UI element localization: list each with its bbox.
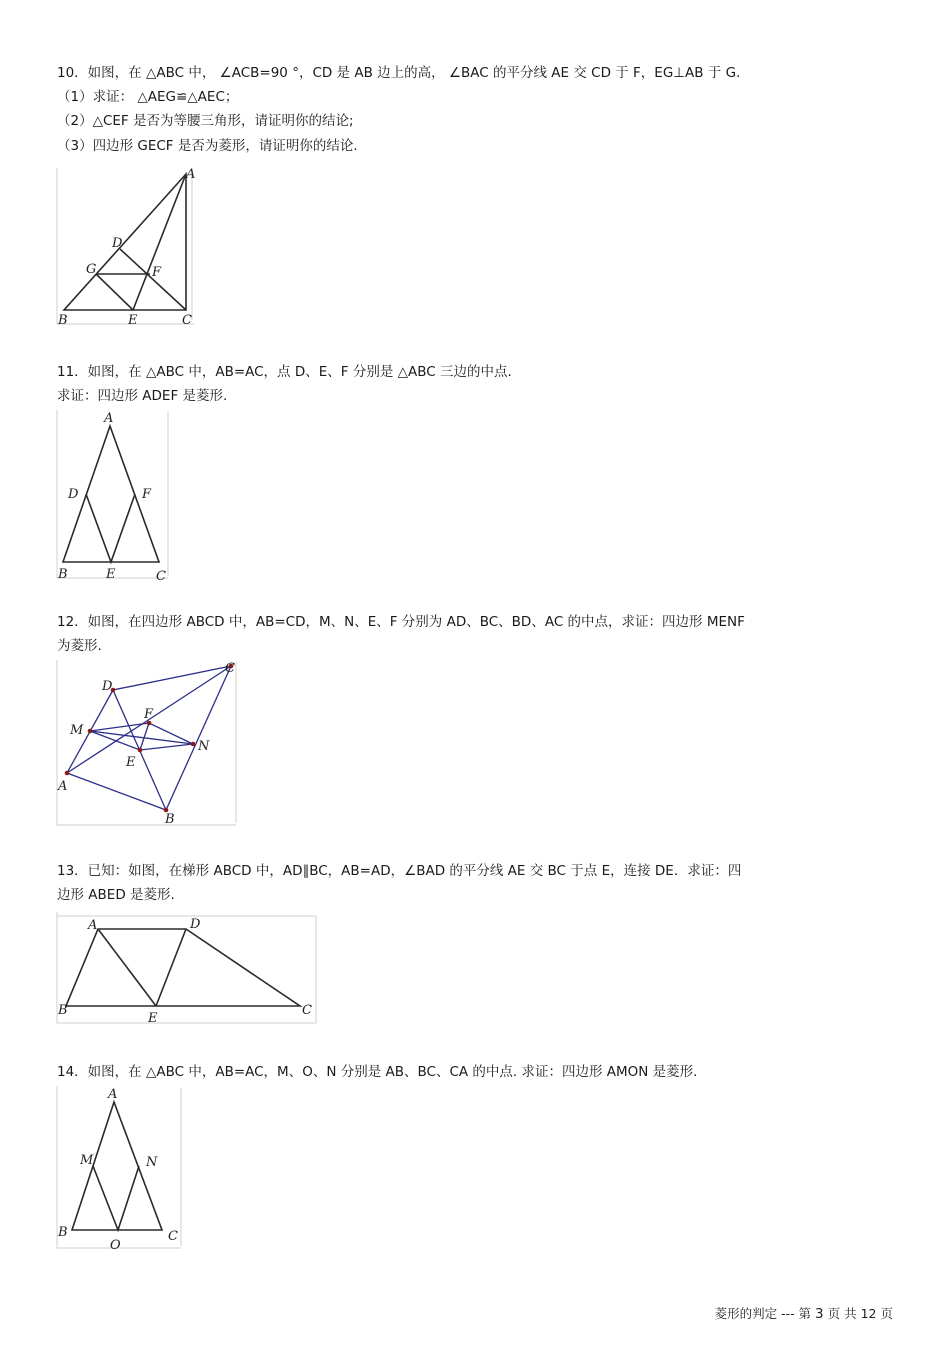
fig12-label-F: F xyxy=(144,707,154,722)
fig10-label-E: E xyxy=(128,313,138,328)
fig14-label-N: N xyxy=(146,1155,158,1170)
fig12-label-D: D xyxy=(102,679,113,694)
fig11-label-A: A xyxy=(104,411,114,426)
problem-10-part-3: （3）四边形 GECF 是否为菱形，请证明你的结论. xyxy=(57,138,358,154)
fig11-label-F: F xyxy=(142,487,152,502)
problem-11-goal: 求证：四边形 ADEF 是菱形. xyxy=(57,388,228,404)
fig11-label-C: C xyxy=(156,569,166,584)
figure-14 xyxy=(56,1086,184,1258)
fig13-label-E: E xyxy=(148,1011,158,1026)
fig13-label-D: D xyxy=(190,917,201,932)
figure-12 xyxy=(56,660,241,828)
figure-13 xyxy=(56,912,318,1028)
fig14-label-O: O xyxy=(110,1238,121,1253)
footer-total-pages: 12 xyxy=(860,1306,877,1321)
problem-11-statement: 11．如图，在 △ABC 中，AB=AC，点 D、E、F 分别是 △ABC 三边的中点. xyxy=(57,364,512,380)
fig13-label-B: B xyxy=(58,1003,68,1018)
fig12-label-B: B xyxy=(165,812,175,827)
fig13-label-C: C xyxy=(302,1003,312,1018)
fig14-label-M: M xyxy=(80,1153,94,1168)
footer-prefix: 菱形的判定 --- 第 xyxy=(714,1306,812,1321)
fig10-label-D: D xyxy=(112,236,123,251)
fig10-label-G: G xyxy=(86,262,97,277)
fig11-label-D: D xyxy=(68,487,79,502)
fig12-label-N: N xyxy=(198,739,210,754)
fig12-label-A: A xyxy=(58,779,68,794)
footer-middle: 页 共 xyxy=(827,1306,857,1321)
fig14-label-B: B xyxy=(58,1225,68,1240)
fig14-label-C: C xyxy=(168,1229,178,1244)
problem-10-part-1: （1）求证： △AEG≌△AEC； xyxy=(57,89,239,105)
fig12-label-C: C xyxy=(225,661,235,676)
fig10-label-B: B xyxy=(58,313,68,328)
problem-13-statement-cont: 边形 ABED 是菱形. xyxy=(57,887,175,903)
fig13-label-A: A xyxy=(88,918,98,933)
problem-12-statement-cont: 为菱形. xyxy=(57,638,102,654)
figure-11 xyxy=(56,410,171,582)
fig11-label-B: B xyxy=(58,567,68,582)
footer-suffix: 页 xyxy=(880,1306,893,1321)
fig11-label-E: E xyxy=(106,567,116,582)
problem-13-statement: 13．已知：如图，在梯形 ABCD 中，AD∥BC，AB=AD，∠BAD 的平分线 AE 交 BC 于点 E，连接 DE．求证：四 xyxy=(57,863,742,879)
fig10-label-F: F xyxy=(152,265,162,280)
problem-10-part-2: （2）△CEF 是否为等腰三角形，请证明你的结论; xyxy=(57,113,354,129)
page-footer xyxy=(715,1304,893,1322)
problem-12-statement: 12．如图，在四边形 ABCD 中，AB=CD，M、N、E、F 分别为 AD、BC、BD、AC 的中点，求证：四边形 MENF xyxy=(57,614,745,630)
problem-14-statement: 14．如图，在 △ABC 中，AB=AC，M、O、N 分别是 AB、BC、CA 的中点. 求证：四边形 AMON 是菱形. xyxy=(57,1064,698,1080)
fig14-label-A: A xyxy=(108,1087,118,1102)
figure-10 xyxy=(56,168,196,328)
fig10-label-A: A xyxy=(186,167,196,182)
fig12-label-E: E xyxy=(126,755,136,770)
footer-page-number: 3 xyxy=(815,1306,824,1322)
fig12-label-M: M xyxy=(70,723,84,738)
fig10-label-C: C xyxy=(182,313,192,328)
problem-10-statement: 10．如图，在 △ABC 中， ∠ACB=90 °，CD 是 AB 边上的高， ∠BAC 的平分线 AE 交 CD 于 F，EG⊥AB 于 G． xyxy=(57,65,750,81)
